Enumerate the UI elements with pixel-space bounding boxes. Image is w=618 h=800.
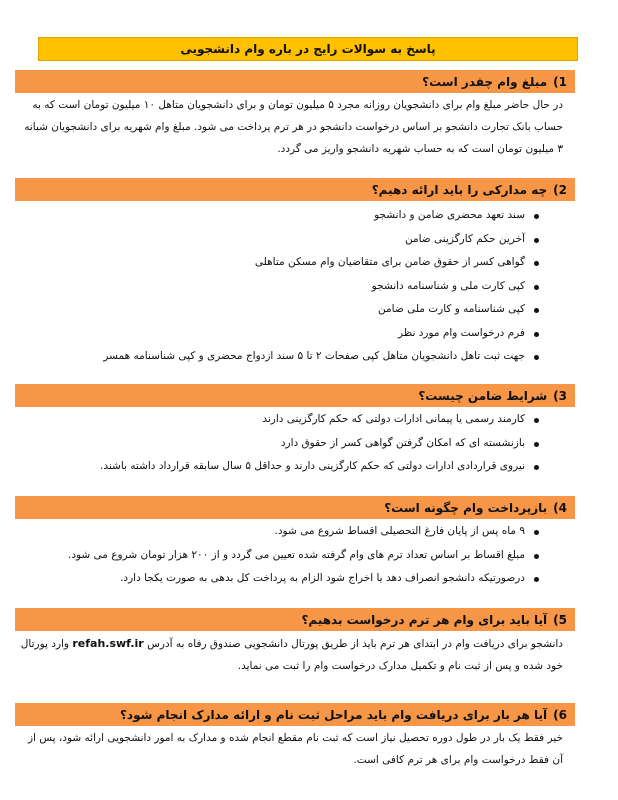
list-item: ۹ ماه پس از پایان فارغ التحصیلی اقساط شروع می شود. [18,520,573,544]
portal-url-link[interactable]: refah.swf.ir [72,637,144,650]
page-title-text: پاسخ به سوالات رایج در باره وام دانشجویی [180,42,436,56]
section-2-header [15,178,575,201]
section-1-line: ۳ میلیون تومان است که به حساب شهریه دانشجو واریز می گردد. [277,143,563,155]
section-5-heading: آیا باید برای وام هر ترم درخواست بدهیم؟ [301,612,548,627]
list-item: سند تعهد محضری ضامن و دانشجو [18,204,573,228]
section-5-number: 5) [553,612,567,627]
section-6-paragraph [18,727,573,771]
section-4-heading: بازپرداخت وام چگونه است؟ [384,500,548,515]
section-1-line: در حال حاضر مبلغ وام برای دانشجویان روزانه مجرد ۵ میلیون تومان و برای دانشجویان متاهل ۱۰ میلیون تومان است که به [32,99,563,111]
list-item: فرم درخواست وام مورد نظر [18,322,573,346]
section-3-list [18,408,573,479]
list-item: گواهی کسر از حقوق ضامن برای متقاضیان وام مسکن متاهلی [18,251,573,275]
section-4-number: 4) [553,500,567,515]
list-item: مبلغ اقساط بر اساس تعداد ترم های وام گرفته شده تعیین می گردد و از ۲۰۰ هزار تومان شروع می شود. [18,544,573,568]
section-5-paragraph [18,633,573,677]
section-5-line: خود شده و پس از ثبت نام و تکمیل مدارک درخواست وام را ثبت می نماید. [237,660,563,672]
section-5-header [15,608,575,631]
section-1-line: حساب بانک تجارت دانشجو بر اساس درخواست دانشجو در هر ترم پرداخت می شود. مبلغ وام شهریه برای دانشجویان شبانه [24,121,563,133]
list-item: کپی شناسنامه و کارت ملی ضامن [18,298,573,322]
section-4-header [15,496,575,519]
section-6-header [15,703,575,726]
section-6-line: آن فقط درخواست وام برای هر ترم کافی است. [353,754,563,766]
page-title [38,37,578,61]
section-2-heading: چه مدارکی را باید ارائه دهیم؟ [371,182,548,197]
section-4-list [18,520,573,591]
list-item: کارمند رسمی یا پیمانی ادارات دولتی که حکم کارگزینی دارند [18,408,573,432]
section-5-line [18,633,563,655]
section-3-heading: شرایط ضامن چیست؟ [418,388,548,403]
list-item: درصورتیکه دانشجو انصراف دهد یا اخراج شود الزام به پرداخت کل بدهی به صورت یکجا دارد. [18,567,573,591]
section-1-header [15,70,575,93]
section-2-list [18,204,573,369]
section-6-heading: آیا هر بار برای دریافت وام باید مراحل ثبت نام و ارائه مدارک انجام شود؟ [119,707,548,722]
list-item: جهت ثبت تاهل دانشجویان متاهل کپی صفحات ۲ تا ۵ سند ازدواج محضری و کپی شناسنامه همسر [18,345,573,369]
section-6-line: خیر فقط یک بار در طول دوره تحصیل نیاز است که ثبت نام مقطع انجام شده و مدارک به امور دانشجویی ارائه شود، پس از [27,732,563,744]
section-6-number: 6) [553,707,567,722]
section-3-header [15,384,575,407]
list-item: کپی کارت ملی و شناسنامه دانشجو [18,275,573,299]
section-1-number: 1) [553,74,567,89]
section-1-heading: مبلغ وام چقدر است؟ [422,74,548,89]
section-5-text-before-url: دانشجو برای دریافت وام در ابتدای هر ترم باید از طریق پورتال دانشجویی صندوق رفاه به آدرس [147,638,563,650]
section-5-text-after-url: وارد پورتال [20,638,70,650]
list-item: نیروی قراردادی ادارات دولتی که حکم کارگزینی دارند و حداقل ۵ سال سابقه قرارداد داشته باشند. [18,455,573,479]
section-3-number: 3) [553,388,567,403]
list-item: آخرین حکم کارگزینی ضامن [18,228,573,252]
list-item: بازنشسته ای که امکان گرفتن گواهی کسر از حقوق دارد [18,432,573,456]
section-2-number: 2) [553,182,567,197]
section-1-paragraph [18,94,573,160]
